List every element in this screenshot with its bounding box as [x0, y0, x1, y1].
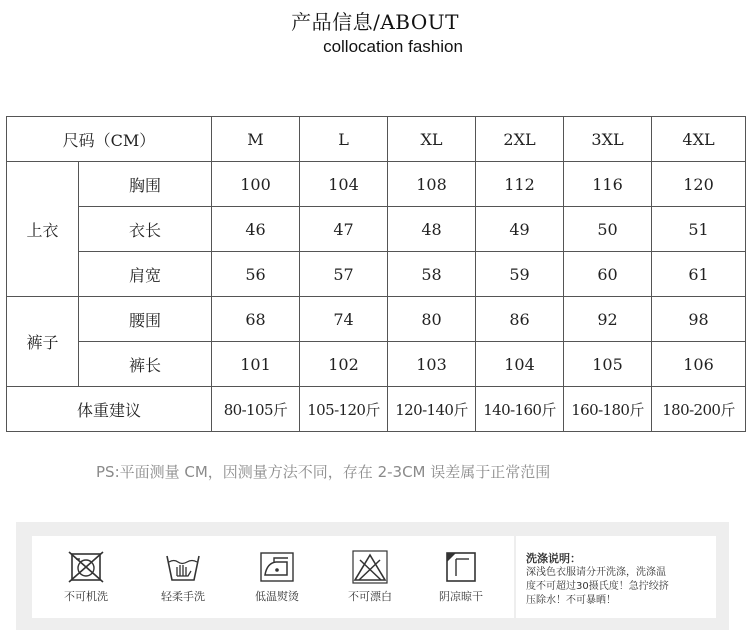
care-item	[426, 550, 496, 604]
table-cell: 100	[212, 162, 300, 207]
table-cell: 47	[300, 207, 388, 252]
weight-cell: 120-140斤	[388, 387, 476, 432]
size-header-cell: M	[212, 117, 300, 162]
table-cell: 86	[476, 297, 564, 342]
table-cell: 80	[388, 297, 476, 342]
weight-cell: 105-120斤	[300, 387, 388, 432]
table-cell: 104	[476, 342, 564, 387]
care-instructions	[516, 536, 716, 618]
weight-cell: 80-105斤	[212, 387, 300, 432]
measure-label: 衣长	[79, 207, 212, 252]
care-instructions-line: 压除水！不可暴晒！	[526, 595, 616, 606]
table-cell: 59	[476, 252, 564, 297]
care-instructions-body	[526, 566, 716, 608]
no-bleach-icon	[351, 550, 389, 584]
care-label: 不可漂白	[348, 590, 392, 603]
table-cell: 51	[652, 207, 746, 252]
table-row	[7, 252, 746, 297]
size-header-cell: 4XL	[652, 117, 746, 162]
table-cell: 105	[564, 342, 652, 387]
care-item	[51, 550, 121, 604]
size-header-cell: 3XL	[564, 117, 652, 162]
measure-label: 腰围	[79, 297, 212, 342]
care-instructions-line: 深浅色衣服请分开洗涤，洗涤温	[526, 567, 666, 578]
weight-row	[7, 387, 746, 432]
care-item	[242, 550, 312, 604]
care-panel	[16, 522, 729, 630]
measurement-note: PS:平面测量 CM，因测量方法不同，存在 2-3CM 误差属于正常范围	[96, 463, 551, 481]
care-label: 低温熨烫	[255, 590, 299, 603]
measure-label: 胸围	[79, 162, 212, 207]
size-header-cell: XL	[388, 117, 476, 162]
table-cell: 61	[652, 252, 746, 297]
table-cell: 57	[300, 252, 388, 297]
table-row	[7, 162, 746, 207]
table-row	[7, 342, 746, 387]
table-cell: 102	[300, 342, 388, 387]
table-cell: 58	[388, 252, 476, 297]
shade-dry-icon	[442, 550, 480, 584]
table-cell: 92	[564, 297, 652, 342]
table-row	[7, 207, 746, 252]
table-cell: 98	[652, 297, 746, 342]
gentle-hand-wash-icon	[164, 550, 202, 584]
table-cell: 46	[212, 207, 300, 252]
table-cell: 116	[564, 162, 652, 207]
table-row	[7, 297, 746, 342]
care-label: 阴凉晾干	[439, 590, 483, 603]
table-cell: 104	[300, 162, 388, 207]
measure-label: 裤长	[79, 342, 212, 387]
care-instructions-title: 洗涤说明：	[526, 552, 581, 565]
size-header-cell: L	[300, 117, 388, 162]
table-cell: 103	[388, 342, 476, 387]
size-header-row	[7, 117, 746, 162]
no-machine-wash-icon	[67, 550, 105, 584]
table-cell: 48	[388, 207, 476, 252]
weight-label: 体重建议	[7, 387, 212, 432]
table-cell: 101	[212, 342, 300, 387]
table-cell: 56	[212, 252, 300, 297]
table-cell: 50	[564, 207, 652, 252]
table-cell: 49	[476, 207, 564, 252]
weight-cell: 180-200斤	[652, 387, 746, 432]
size-header-cell: 2XL	[476, 117, 564, 162]
care-item	[335, 550, 405, 604]
table-cell: 112	[476, 162, 564, 207]
care-label: 不可机洗	[64, 590, 108, 603]
table-cell: 120	[652, 162, 746, 207]
table-cell: 74	[300, 297, 388, 342]
table-cell: 106	[652, 342, 746, 387]
care-label: 轻柔手洗	[161, 590, 205, 603]
care-instructions-line: 度不可超过30摄氏度！急拧绞挤	[526, 581, 669, 592]
weight-cell: 140-160斤	[476, 387, 564, 432]
table-cell: 108	[388, 162, 476, 207]
low-temp-iron-icon	[258, 550, 296, 584]
page-subtitle: collocation fashion	[323, 37, 463, 56]
measure-label: 肩宽	[79, 252, 212, 297]
size-table	[6, 116, 746, 432]
size-header-label: 尺码（CM）	[7, 117, 212, 162]
weight-cell: 160-180斤	[564, 387, 652, 432]
care-item	[148, 550, 218, 604]
page-title: 产品信息/ABOUT	[291, 10, 459, 34]
group-label-top: 上衣	[7, 162, 79, 297]
table-cell: 60	[564, 252, 652, 297]
table-cell: 68	[212, 297, 300, 342]
care-icons-panel	[32, 536, 514, 618]
group-label-pants: 裤子	[7, 297, 79, 387]
